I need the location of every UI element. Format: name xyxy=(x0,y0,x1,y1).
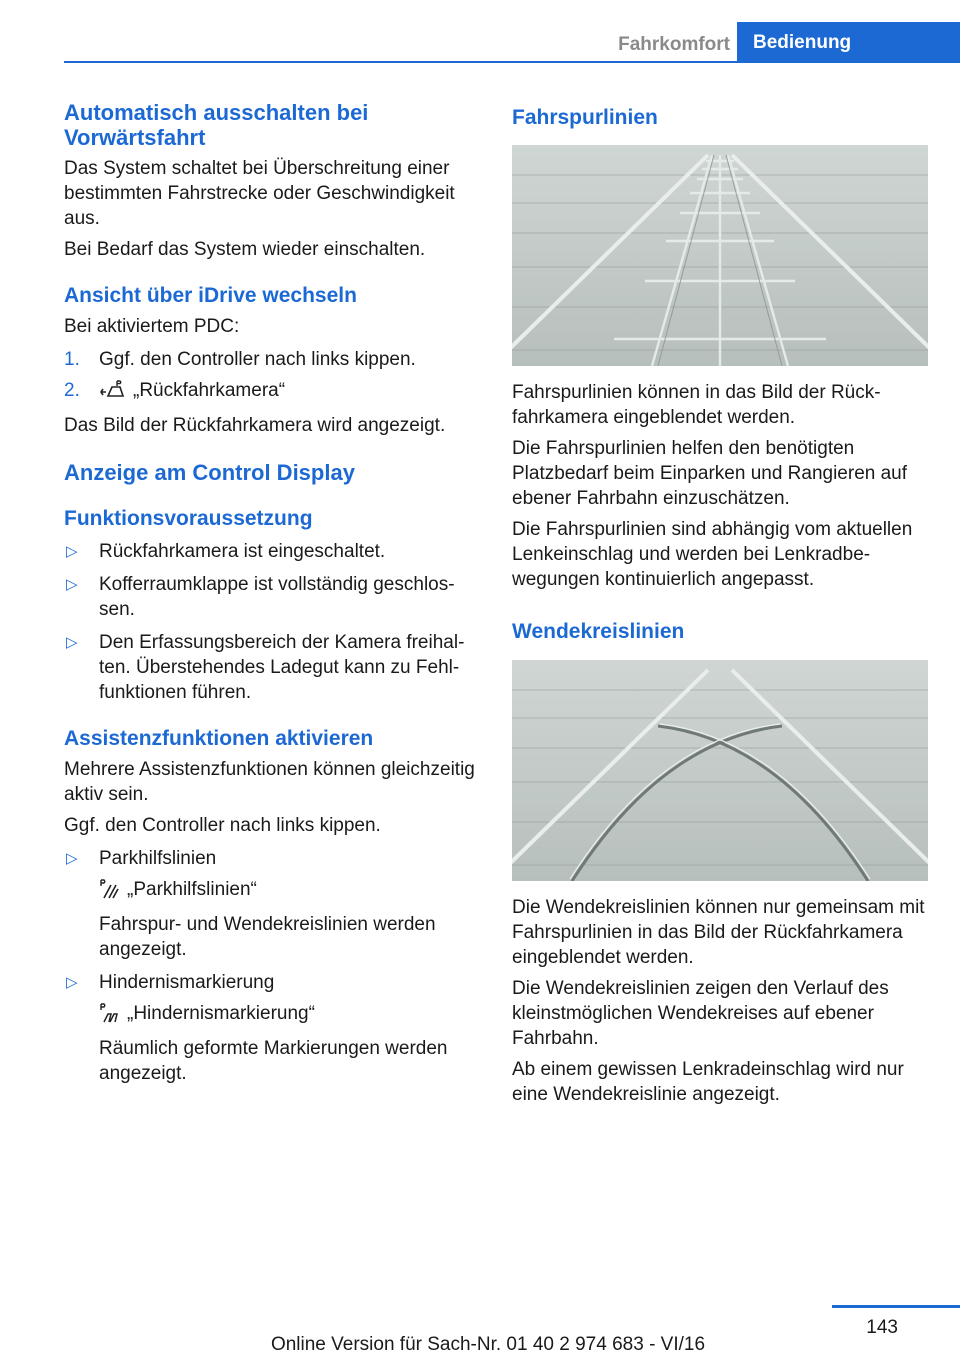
list-item-text: Parkhilfslinien xyxy=(99,848,217,869)
step-text: „Rückfahrkamera“ xyxy=(133,380,286,401)
list-item xyxy=(64,846,480,871)
paragraph: Die Wendekreislinien können nur gemeinsam mit Fahrspurlinien in das Bild der Rückfahrkamera eingeblendet werden. xyxy=(512,897,925,968)
paragraph: Bei aktiviertem PDC: xyxy=(64,316,240,337)
list-item xyxy=(64,572,480,622)
list-item-text: Den Erfassungsbereich der Kamera freihalten. Überstehendes Ladegut kann zu Fehlfunktionen führen. xyxy=(99,632,465,703)
step-number: 1. xyxy=(64,349,80,370)
list-item-description: Räumlich geformte Markierungen werden angezeigt. xyxy=(99,1038,448,1084)
triangle-right-icon: ▷ xyxy=(66,850,78,867)
step-list xyxy=(64,347,480,407)
list-item-text: Rückfahrkamera ist eingeschaltet. xyxy=(99,541,386,562)
triangle-right-icon: ▷ xyxy=(66,634,78,651)
triangle-right-icon: ▷ xyxy=(66,974,78,991)
turning-circle-illustration xyxy=(512,660,928,881)
requirement-list xyxy=(64,539,480,705)
menu-entry xyxy=(64,877,480,906)
heading-lane-lines: Fahrspurlinien xyxy=(512,106,658,129)
heading-auto-off: Automatisch ausschalten bei Vorwärtsfahrt xyxy=(64,100,369,150)
page-number: 143 xyxy=(866,1317,898,1338)
rear-camera-icon xyxy=(99,380,125,407)
heading-view-switch: Ansicht über iDrive wechseln xyxy=(64,284,357,307)
left-column xyxy=(64,100,480,1086)
menu-entry-text: „Hindernismarkierung“ xyxy=(127,1003,315,1024)
list-item xyxy=(64,539,480,564)
paragraph: Die Fahrspurlinien helfen den benötigten Platzbedarf beim Einparken und Rangieren auf ebener Fahrbahn einzuschätzen. xyxy=(512,438,908,509)
section-tab[interactable]: Fahrkomfort xyxy=(618,34,730,55)
heading-control-display: Anzeige am Control Display xyxy=(64,460,355,485)
heading-turning-circle: Wendekreislinien xyxy=(512,620,685,643)
paragraph: Die Wendekreislinien zeigen den Verlauf des kleinstmöglichen Wendekreises auf ebener Fahrbahn. xyxy=(512,978,889,1049)
list-item-text: Hindernismarkierung xyxy=(99,972,275,993)
obstacle-marking-icon xyxy=(99,1003,119,1030)
paragraph: Ab einem gewissen Lenkradeinschlag wird nur eine Wendekreislinie angezeigt. xyxy=(512,1059,904,1105)
paragraph: Ggf. den Controller nach links kippen. xyxy=(64,815,381,836)
paragraph: Die Fahrspurlinien sind abhängig vom aktuellen Lenkeinschlag und werden bei Lenkradbewegungen kontinuierlich angepasst. xyxy=(512,519,913,590)
online-version-text: Online Version für Sach-Nr. 01 40 2 974 683 - VI/16 xyxy=(270,1334,706,1355)
paragraph: Das Bild der Rückfahrkamera wird angezeigt. xyxy=(64,415,446,436)
list-item xyxy=(64,970,480,995)
menu-entry xyxy=(64,1001,480,1030)
footer-rule xyxy=(832,1305,960,1308)
paragraph: Bei Bedarf das System wieder einschalten. xyxy=(64,239,426,260)
list-item xyxy=(64,347,480,372)
right-column xyxy=(512,100,928,1107)
triangle-right-icon: ▷ xyxy=(66,543,78,560)
paragraph: Das System schaltet bei Überschreitung einer bestimmten Fahrstrecke oder Geschwindigkeit aus. xyxy=(64,158,455,229)
step-text: Ggf. den Controller nach links kippen. xyxy=(99,349,416,370)
list-item-text: Kofferraumklappe ist vollständig geschlossen. xyxy=(99,574,455,620)
triangle-right-icon: ▷ xyxy=(66,576,78,593)
chapter-tab[interactable]: Bedienung xyxy=(737,22,960,62)
heading-assist: Assistenzfunktionen aktivieren xyxy=(64,727,374,750)
menu-entry-text: „Parkhilfslinien“ xyxy=(127,879,257,900)
paragraph: Mehrere Assistenzfunktionen können gleichzeitig aktiv sein. xyxy=(64,759,475,805)
step-number: 2. xyxy=(64,380,80,401)
lane-lines-illustration xyxy=(512,145,928,366)
online-version-note xyxy=(0,1334,960,1356)
assist-list xyxy=(64,846,480,1086)
list-item-description: Fahrspur- und Wendekreislinien werden angezeigt. xyxy=(99,914,436,960)
list-item xyxy=(64,630,480,705)
heading-requirements: Funktionsvoraussetzung xyxy=(64,507,313,530)
paragraph: Fahrspurlinien können in das Bild der Rückfahrkamera eingeblendet werden. xyxy=(512,382,881,428)
parking-lines-icon xyxy=(99,879,119,906)
list-item xyxy=(64,378,480,407)
